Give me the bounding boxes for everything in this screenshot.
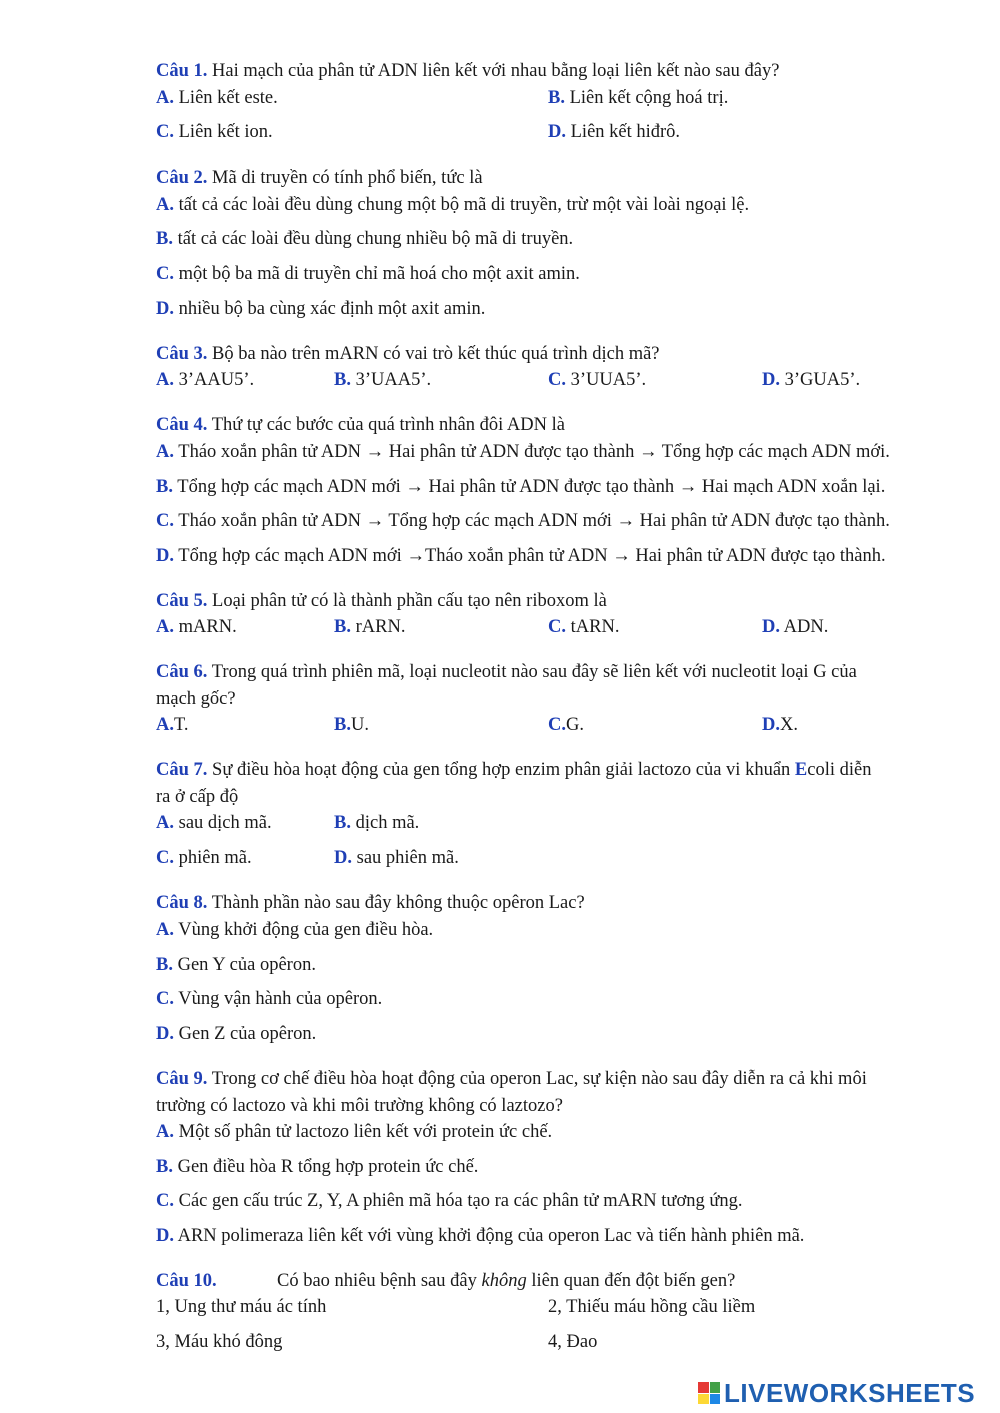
question-stem: Trong quá trình phiên mã, loại nucleotit nào sau đây sẽ liên kết với nucleotit loại G của [211, 662, 857, 682]
question-stem: Sự điều hòa hoạt động của gen tổng hợp enzim phân giải lactozo của vi khuẩn [212, 760, 795, 780]
question-stem: Bộ ba nào trên mARN có vai trò kết thúc quá trình dịch mã? [212, 344, 660, 364]
option-5c[interactable] [548, 614, 619, 640]
option-letter: A. [156, 1122, 174, 1142]
option-letter: B. [156, 477, 173, 497]
option-text: sau dịch mã. [178, 813, 272, 833]
question-stem-end: liên quan đến đột biến gen? [526, 1271, 736, 1291]
question-stem-end: coli diễn [807, 760, 872, 780]
option-text: Tháo xoắn phân tử ADN → Tổng hợp các mạch ADN mới → Hai phân tử ADN được tạo thành. [178, 511, 890, 531]
option-1b[interactable] [548, 85, 728, 111]
option-5d[interactable] [762, 614, 828, 640]
option-text: Tháo xoắn phân tử ADN → Hai phân tử ADN được tạo thành → Tổng hợp các mạch ADN mới. [178, 442, 890, 462]
option-2c[interactable] [156, 261, 580, 287]
option-letter: C. [156, 511, 174, 531]
option-letter: B. [156, 1157, 173, 1177]
option-text: Liên kết cộng hoá trị. [569, 88, 729, 108]
option-5b[interactable] [334, 614, 405, 640]
option-4b[interactable] [156, 474, 885, 500]
option-text: Liên kết hiđrô. [570, 122, 681, 142]
option-7d[interactable] [334, 845, 459, 871]
option-2b[interactable] [156, 226, 573, 252]
option-letter: B. [334, 813, 351, 833]
option-letter: D. [762, 370, 780, 390]
question-7 [156, 757, 871, 783]
question-stem: Có bao nhiêu bệnh sau đây [277, 1271, 482, 1291]
question-stem: Loại phân tử có là thành phần cấu tạo nên riboxom là [212, 591, 607, 611]
question-8 [156, 890, 585, 916]
option-6b[interactable] [334, 712, 369, 738]
option-text: 3’UAA5’. [355, 370, 432, 390]
question-9 [156, 1066, 867, 1092]
option-text: tARN. [570, 617, 620, 637]
option-letter: C. [548, 617, 566, 637]
option-text: Các gen cấu trúc Z, Y, A phiên mã hóa tạo ra các phân tử mARN tương ứng. [178, 1191, 743, 1211]
question-label: Câu 4. [156, 415, 208, 435]
option-letter: A. [156, 195, 174, 215]
option-letter: C. [156, 848, 174, 868]
option-text: Liên kết ion. [178, 122, 273, 142]
question-stem: Trong cơ chế điều hòa hoạt động của operon Lac, sự kiện nào sau đây diễn ra cả khi môi [211, 1069, 867, 1089]
option-text: Gen Z của opêron. [178, 1024, 317, 1044]
option-3b[interactable] [334, 367, 431, 393]
question-label: Câu 1. [156, 61, 208, 81]
question-label: Câu 8. [156, 893, 208, 913]
option-text: tất cả các loài đều dùng chung một bộ mã di truyền, trừ một vài loài ngoại lệ. [178, 195, 750, 215]
list-item-4: 4, Đao [548, 1332, 598, 1352]
liveworksheets-mark-icon [698, 1382, 720, 1404]
question-label: Câu 5. [156, 591, 208, 611]
question-stem: Mã di truyền có tính phổ biến, tức là [212, 168, 483, 188]
option-7b[interactable] [334, 810, 419, 836]
option-text: Vùng vận hành của opêron. [178, 989, 383, 1009]
question-label: Câu 9. [156, 1069, 208, 1089]
question-6 [156, 659, 857, 685]
question-2 [156, 165, 483, 191]
question-3 [156, 341, 660, 367]
option-text: ARN polimeraza liên kết với vùng khởi động của operon Lac và tiến hành phiên mã. [177, 1226, 805, 1246]
question-label: Câu 7. [156, 760, 208, 780]
question-stem-highlight: E [794, 760, 808, 780]
option-letter: D. [334, 848, 352, 868]
option-8b[interactable] [156, 952, 316, 978]
option-letter: B. [334, 370, 351, 390]
option-text: tất cả các loài đều dùng chung nhiều bộ mã di truyền. [177, 229, 574, 249]
option-text: 3’UUA5’. [570, 370, 647, 390]
list-item-2: 2, Thiếu máu hồng cầu liềm [548, 1297, 756, 1317]
option-text: G. [566, 715, 584, 735]
option-4c[interactable] [156, 508, 890, 534]
option-1c[interactable] [156, 119, 273, 145]
liveworksheets-logo[interactable] [698, 1378, 975, 1408]
option-text: Tổng hợp các mạch ADN mới →Tháo xoắn phân tử ADN → Hai phân tử ADN được tạo thành. [178, 546, 886, 566]
option-text: sau phiên mã. [356, 848, 459, 868]
question-label: Câu 3. [156, 344, 208, 364]
option-text: nhiều bộ ba cùng xác định một axit amin. [178, 299, 486, 319]
question-stem: Hai mạch của phân tử ADN liên kết với nhau bằng loại liên kết nào sau đây? [212, 61, 780, 81]
question-10-stem [277, 1268, 735, 1294]
option-3c[interactable] [548, 367, 646, 393]
option-text: Gen Y của opêron. [177, 955, 316, 975]
option-letter: A. [156, 617, 174, 637]
option-6c[interactable] [548, 712, 584, 738]
option-3a[interactable] [156, 367, 254, 393]
option-letter: B. [334, 617, 351, 637]
option-text: phiên mã. [178, 848, 252, 868]
option-2d[interactable] [156, 296, 485, 322]
option-letter: D. [548, 122, 566, 142]
option-letter: A. [156, 88, 174, 108]
option-9c[interactable] [156, 1188, 743, 1214]
question-stem-emphasis: không [481, 1271, 527, 1291]
option-letter: D. [156, 1226, 174, 1246]
option-text: U. [350, 715, 369, 735]
option-letter: A. [156, 442, 174, 462]
option-letter: C. [156, 264, 174, 284]
question-stem: Thành phần nào sau đây không thuộc opêron Lac? [211, 893, 585, 913]
option-letter: D. [156, 1024, 174, 1044]
option-4d[interactable] [156, 543, 886, 569]
option-text: rARN. [355, 617, 406, 637]
option-letter: B. [156, 955, 173, 975]
option-7a[interactable] [156, 810, 272, 836]
option-text: Gen điều hòa R tổng hợp protein ức chế. [177, 1157, 479, 1177]
question-label: Câu 2. [156, 168, 208, 188]
option-letter: D. [156, 546, 174, 566]
option-text: ADN. [783, 617, 829, 637]
option-9a[interactable] [156, 1119, 552, 1145]
option-4a[interactable] [156, 439, 890, 465]
option-letter: A. [156, 920, 174, 940]
option-letter: C. [548, 715, 566, 735]
option-5a[interactable] [156, 614, 237, 640]
option-8d[interactable] [156, 1021, 316, 1047]
option-6d[interactable] [762, 712, 798, 738]
option-text: dịch mã. [355, 813, 420, 833]
option-letter: A. [156, 370, 174, 390]
option-letter: A. [156, 813, 174, 833]
option-letter: D. [762, 715, 780, 735]
option-letter: B. [156, 229, 173, 249]
option-text: Một số phân tử lactozo liên kết với protein ức chế. [178, 1122, 553, 1142]
option-letter: D. [156, 299, 174, 319]
question-6-stem-line2: mạch gốc? [156, 689, 236, 709]
option-text: 3’GUA5’. [784, 370, 861, 390]
question-1 [156, 58, 779, 84]
question-label: Câu 6. [156, 662, 208, 682]
question-4 [156, 412, 565, 438]
brand-name: LIVEWORKSHEETS [724, 1377, 976, 1408]
option-letter: A. [156, 715, 174, 735]
question-10-label [156, 1268, 217, 1294]
question-5 [156, 588, 607, 614]
option-text: mARN. [178, 617, 237, 637]
question-7-stem-line2: ra ở cấp độ [156, 787, 239, 807]
option-text: Liên kết este. [178, 88, 278, 108]
option-1a[interactable] [156, 85, 278, 111]
option-letter: C. [548, 370, 566, 390]
option-2a[interactable] [156, 192, 749, 218]
option-text: 3’AAU5’. [178, 370, 255, 390]
option-1d[interactable] [548, 119, 680, 145]
option-text: một bộ ba mã di truyền chỉ mã hoá cho một axit amin. [178, 264, 580, 284]
option-letter: C. [156, 989, 174, 1009]
list-item-3: 3, Máu khó đông [156, 1332, 283, 1352]
option-letter: B. [548, 88, 565, 108]
list-item-1: 1, Ung thư máu ác tính [156, 1297, 327, 1317]
option-text: Tổng hợp các mạch ADN mới → Hai phân tử ADN được tạo thành → Hai mạch ADN xoắn lại. [177, 477, 886, 497]
option-9b[interactable] [156, 1154, 478, 1180]
question-9-stem-line2: trường có lactozo và khi môi trường không có laztozo? [156, 1096, 563, 1116]
option-9d[interactable] [156, 1223, 804, 1249]
option-letter: B. [334, 715, 351, 735]
option-text: Vùng khởi động của gen điều hòa. [178, 920, 434, 940]
option-8a[interactable] [156, 917, 433, 943]
option-text: T. [174, 715, 189, 735]
option-text: X. [780, 715, 798, 735]
option-3d[interactable] [762, 367, 860, 393]
option-letter: D. [762, 617, 780, 637]
option-8c[interactable] [156, 986, 382, 1012]
question-label: Câu 10. [156, 1271, 217, 1291]
option-7c[interactable] [156, 845, 252, 871]
option-letter: C. [156, 122, 174, 142]
question-stem: Thứ tự các bước của quá trình nhân đôi ADN là [211, 415, 565, 435]
option-6a[interactable] [156, 712, 189, 738]
option-letter: C. [156, 1191, 174, 1211]
